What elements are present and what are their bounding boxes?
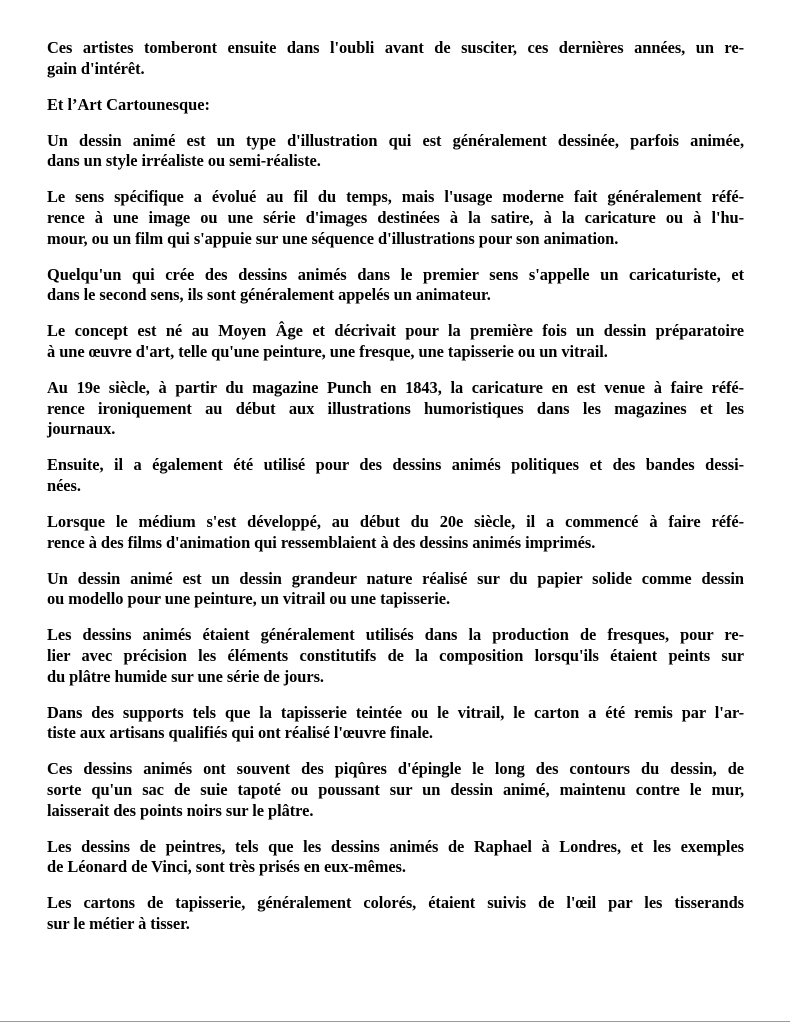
paragraph [47, 569, 744, 610]
page-bottom-border [0, 1021, 790, 1022]
text-line: Lorsque le médium s'est développé, au début du 20e siècle, il a commencé à faire réfé- [47, 512, 744, 532]
text-line: Ces artistes tomberont ensuite dans l'oubli avant de susciter, ces dernières années, un re- [47, 38, 744, 57]
text-line: dans un style irréaliste ou semi-réaliste. [47, 151, 321, 171]
heading-text: Et l’Art Cartounesque: [47, 94, 210, 114]
text-line: Le concept est né au Moyen Âge et décrivait pour la première fois un dessin préparatoire [47, 321, 744, 341]
text-line: sorte qu'un sac de suie tapoté ou poussant sur un dessin animé, maintenu contre le mur, [47, 780, 744, 800]
paragraph [47, 321, 744, 362]
text-line: laisserait des points noirs sur le plâtre. [47, 800, 314, 820]
paragraph [47, 187, 744, 249]
text-line: rence ironiquement au début aux illustrations humoristiques dans les magazines et les [47, 398, 744, 418]
text-line: à une œuvre d'art, telle qu'une peinture, une fresque, une tapisserie ou un vitrail. [47, 342, 608, 362]
paragraph [47, 38, 744, 79]
paragraph [47, 759, 744, 821]
paragraph [47, 512, 744, 553]
paragraph [47, 131, 744, 172]
text-line: Le sens spécifique a évolué au fil du temps, mais l'usage moderne fait généralement réfé- [47, 187, 744, 207]
paragraph [47, 625, 744, 687]
paragraph [47, 837, 744, 878]
text-line: mour, ou un film qui s'appuie sur une séquence d'illustrations pour son animation. [47, 228, 619, 248]
text-line: journaux. [47, 419, 116, 439]
text-line: lier avec précision les éléments constitutifs de la composition lorsqu'ils étaient peints sur [47, 646, 744, 666]
text-line: Un dessin animé est un dessin grandeur nature réalisé sur du papier solide comme dessin [47, 568, 744, 588]
text-line: rence à des films d'animation qui ressemblaient à des dessins animés imprimés. [47, 532, 596, 552]
text-line: Les cartons de tapisserie, généralement colorés, étaient suivis de l'œil par les tisserands [47, 893, 744, 913]
section-heading [47, 95, 744, 116]
text-line: de Léonard de Vinci, sont très prisés en eux-mêmes. [47, 857, 406, 877]
text-line: tiste aux artisans qualifiés qui ont réalisé l'œuvre finale. [47, 723, 433, 743]
document-page [47, 38, 744, 950]
text-line: Quelqu'un qui crée des dessins animés dans le premier sens s'appelle un caricaturiste, et [47, 264, 744, 284]
paragraph [47, 378, 744, 440]
text-line: ou modello pour une peinture, un vitrail ou une tapisserie. [47, 589, 451, 609]
paragraph [47, 893, 744, 934]
text-line: Un dessin animé est un type d'illustration qui est généralement dessinée, parfois animée, [47, 130, 744, 150]
paragraph [47, 455, 744, 496]
text-line: rence à une image ou une série d'images destinées à la satire, à la caricature ou à l'hu- [47, 208, 744, 228]
text-line: Au 19e siècle, à partir du magazine Punch en 1843, la caricature en est venue à faire réfé- [47, 378, 744, 398]
text-line: Ces dessins animés ont souvent des piqûres d'épingle le long des contours du dessin, de [47, 759, 744, 779]
text-line: Les dessins animés étaient généralement utilisés dans la production de fresques, pour re- [47, 625, 744, 645]
text-line: gain d'intérêt. [47, 58, 145, 78]
text-line: Dans des supports tels que la tapisserie teintée ou le vitrail, le carton a été remis par l'ar- [47, 702, 744, 722]
text-line: dans le second sens, ils sont généralement appelés un animateur. [47, 285, 491, 305]
text-line: sur le métier à tisser. [47, 914, 190, 933]
paragraph [47, 265, 744, 306]
text-line: Ensuite, il a également été utilisé pour des dessins animés politiques et des bandes dessi- [47, 455, 744, 475]
paragraph [47, 703, 744, 744]
text-line: Les dessins de peintres, tels que les dessins animés de Raphael à Londres, et les exemples [47, 836, 744, 856]
text-line: du plâtre humide sur une série de jours. [47, 666, 324, 686]
text-line: nées. [47, 476, 81, 495]
